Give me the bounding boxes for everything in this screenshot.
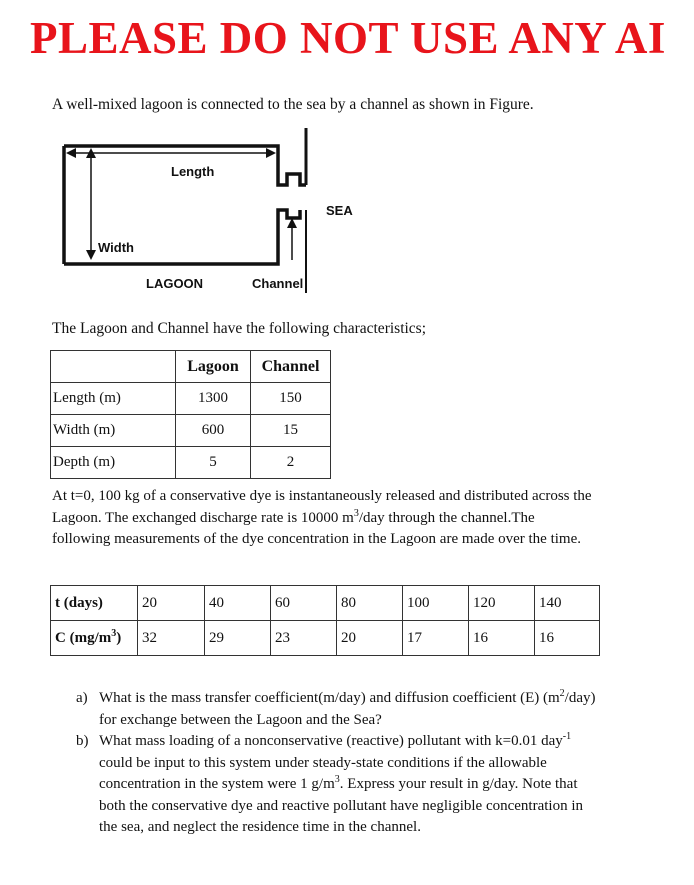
lagoon-diagram [0,118,694,308]
characteristics-intro: The Lagoon and Channel have the following characteristics; [52,320,427,337]
question-label: a) [76,690,88,706]
lagoon-outline-bottom [64,210,300,264]
superscript: 3 [111,627,117,639]
t-label: t (days) [51,586,138,621]
question-text [99,731,596,839]
t-value: 100 [403,586,469,621]
channel-value: 15 [251,415,331,447]
lagoon-label: LAGOON [146,276,204,291]
intro-text: A well-mixed lagoon is connected to the sea by a channel as shown in Figure. [52,96,534,113]
table-row [51,383,331,415]
table-row [51,621,600,656]
c-value: 29 [205,621,271,656]
table-header-row [51,351,331,383]
measurements-table [50,585,600,656]
row-label: Depth (m) [51,447,176,479]
row-label: Width (m) [51,415,176,447]
question-b-text: could be input to this system under steady-state conditions if the allowable concentration in the system were 1 g/m [99,754,547,792]
question-b [76,731,596,839]
release-paragraph [52,486,592,551]
warning-banner: PLEASE DO NOT USE ANY AI [30,13,666,63]
question-b-text: . Express your result in g/day. Note that both the conservative dye and reactive pollutant have negligible concentration in the sea, and neglect the residence time in the channel. [99,776,583,835]
question-label: b) [76,733,89,749]
question-text [99,688,596,731]
table-row [51,586,600,621]
question-b-text: What mass loading of a nonconservative (reactive) pollutant with k=0.01 day [99,733,563,749]
length-arrowhead-left [66,148,76,158]
lagoon-value: 1300 [176,383,251,415]
superscript: 2 [559,688,565,699]
table-row [51,447,331,479]
width-arrowhead-bottom [86,250,96,260]
c-value: 32 [138,621,205,656]
c-value: 16 [535,621,600,656]
t-value: 80 [337,586,403,621]
length-arrowhead-right [266,148,276,158]
table-header-cell: Channel [251,351,331,383]
characteristics-table [50,350,331,479]
channel-value: 150 [251,383,331,415]
c-label-text: ) [116,629,122,646]
channel-value: 2 [251,447,331,479]
t-value: 20 [138,586,205,621]
t-value: 40 [205,586,271,621]
table-header-cell: Lagoon [176,351,251,383]
sea-label: SEA [326,203,353,218]
lagoon-value: 5 [176,447,251,479]
length-label: Length [171,164,215,179]
row-label: Length (m) [51,383,176,415]
table-row [51,415,331,447]
superscript: 3 [353,507,359,519]
question-a [76,688,596,731]
superscript: -1 [562,731,572,742]
t-value: 140 [535,586,600,621]
question-list [76,688,596,839]
table-header-cell [51,351,176,383]
c-label [51,621,138,656]
question-a-text: What is the mass transfer coefficient(m/day) and diffusion coefficient (E) (m [99,690,560,706]
t-value: 120 [469,586,535,621]
channel-label: Channel [252,276,304,291]
release-text: /day through the channel.The following measurements of the dye concentration in the Lagoon are made over the time. [52,509,581,547]
c-value: 16 [469,621,535,656]
lagoon-value: 600 [176,415,251,447]
width-label: Width [98,240,134,255]
question-a-text: /day) for exchange between the Lagoon and the Sea? [99,690,596,728]
c-label-text: C (mg/m [55,629,112,646]
release-text: At t=0, 100 kg of a conservative dye is instantaneously released and distributed across the Lagoon. The exchanged discharge rate is 10000 m [52,488,592,526]
superscript: 3 [334,774,340,785]
t-value: 60 [271,586,337,621]
c-value: 23 [271,621,337,656]
c-value: 17 [403,621,469,656]
c-value: 20 [337,621,403,656]
